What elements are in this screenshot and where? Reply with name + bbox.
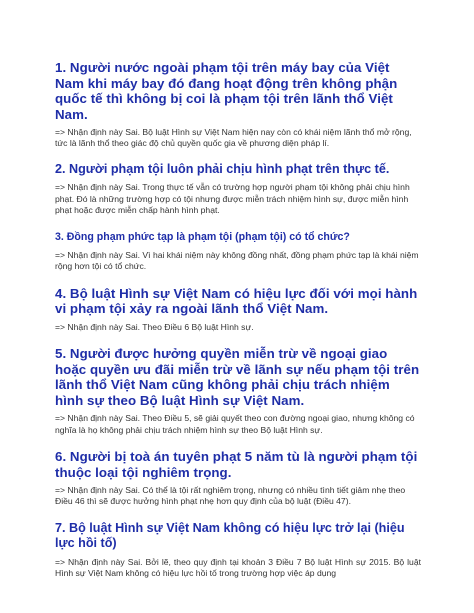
question-1: 1. Người nước ngoài phạm tội trên máy bay của Việt Nam khi máy bay đó đang hoạt động trên không phận quốc tế thì không bị coi là phạm tội trên lãnh thổ Việt Nam. (55, 60, 398, 122)
question-2: 2. Người phạm tội luôn phải chịu hình phạt trên thực tế. (55, 161, 390, 176)
qa-item-5 (55, 346, 421, 436)
question-5: 5. Người được hưởng quyền miễn trừ về ngoại giao hoặc quyền ưu đãi miễn trừ về lãnh sự nếu phạm tội trên lãnh thổ Việt Nam cũng không phải chịu trách nhiệm hình sự theo Bộ luật Hình sự Việt Nam. (55, 346, 420, 408)
qa-item-2 (55, 162, 421, 217)
answer-4: => Nhận định này Sai. Theo Điều 6 Bộ luật Hình sự. (55, 321, 254, 332)
question-3: 3. Đồng phạm phức tạp là phạm tội (phạm tội) có tổ chức? (55, 230, 350, 243)
answer-7: => Nhận định này Sai. Bởi lẽ, theo quy định tại khoản 3 Điều 7 Bộ luật Hình sự 2015. Bộ luật Hình sự Việt Nam không có hiệu lực hồi tố trong trường hợp việc áp dụng (55, 556, 421, 579)
question-7: 7. Bộ luật Hình sự Việt Nam không có hiệu lực trở lại (hiệu lực hồi tố) (55, 520, 405, 551)
qa-item-1 (55, 60, 421, 150)
answer-3: => Nhận định này Sai. Vì hai khái niệm này không đồng nhất, đồng phạm phức tạp là khái niệm rộng hơn tội có tổ chức. (55, 250, 419, 272)
answer-6: => Nhận định này Sai. Có thể là tội rất nghiêm trọng, nhưng có nhiều tình tiết giảm nhẹ theo Điều 46 thì sẽ được hưởng hình phạt nhẹ hơn quy định của bộ luật (Điều 47). (55, 485, 406, 507)
answer-1: => Nhận định này Sai. Bộ luật Hình sự Việt Nam hiện nay còn có khái niệm lãnh thổ mở rộng, tức là lãnh thổ theo giác độ chủ quyền quốc gia về phương diện pháp lí. (55, 127, 412, 149)
qa-item-6 (55, 449, 421, 508)
answer-2: => Nhận định này Sai. Trong thực tế vẫn có trường hợp người phạm tội không phải chịu hình phạt. Đó là những trường hợp có tội nhưng được miễn trách nhiệm hình sự, được miễn hình phạt hoặc được miễn chấp hành hình phạt. (55, 182, 410, 216)
qa-item-4 (55, 286, 421, 333)
question-4: 4. Bộ luật Hình sự Việt Nam có hiệu lực đối với mọi hành vi phạm tội xảy ra ngoài lãnh thổ Việt Nam. (55, 285, 418, 317)
qa-item-7 (55, 521, 421, 580)
question-6: 6. Người bị toà án tuyên phạt 5 năm tù là người phạm tội thuộc loại tội nghiêm trọng. (55, 449, 418, 480)
answer-5: => Nhận định này Sai. Theo Điều 5, sẽ giải quyết theo con đường ngoại giao, nhưng không có nghĩa là họ không phải chịu trách nhiệm hình sự theo Bộ luật Hình sự. (55, 413, 415, 435)
document-page (55, 60, 421, 593)
qa-item-3 (55, 230, 421, 273)
